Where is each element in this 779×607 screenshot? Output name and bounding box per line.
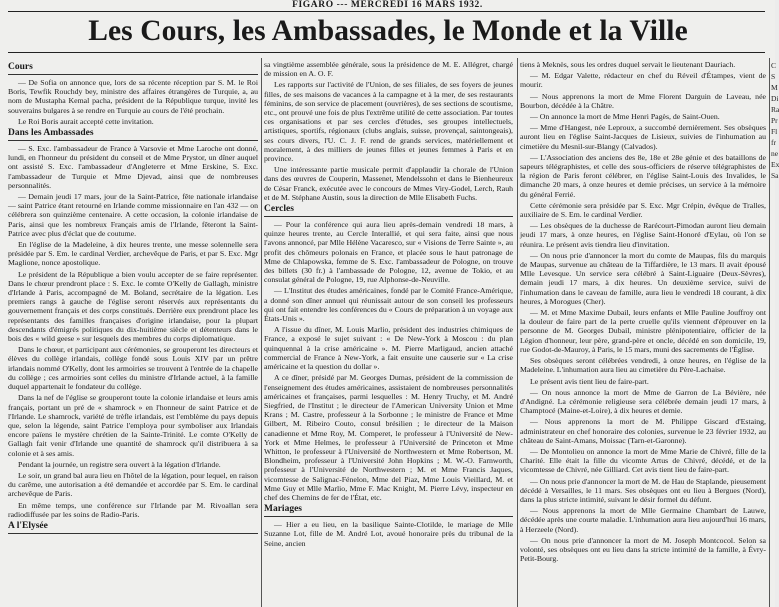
- edge-fragment: C: [771, 61, 777, 70]
- column-divider: [261, 58, 262, 607]
- column-1: [8, 60, 258, 607]
- paragraph: Les rapports sur l'activité de l'Union, de ses filiales, de ses foyers de jeunes filles, de ses maisons de vacances à la campagne et à la mer, de ses restaurants féminins, de son service de placement (ouvrières), de ses sections de scoutisme, etc., ont prouvé une fois de plus l'extrême utilité de cette association. Par toutes ces organisations et par ses cercles d'études, ses groupes intellectuels, artistiques, sportifs, régionaux (clubs anglais, suisse, provençal, saintongeais), ses cours divers, l'U. C. J. F. rend de grands services, matériellement et moralement, à des milliers de jeunes filles et jeunes femmes à Paris et en province.: [264, 80, 513, 164]
- edge-fragment: Ra: [771, 105, 779, 114]
- paragraph: — Nous apprenons la mort de Mme Florent Darguin de Laveau, née Bourbon, décédée à la Châtre.: [520, 91, 766, 110]
- paragraph: Le président de la République a bien voulu accepter de se faire représenter. Dans le chœur prendront place : S. Exc. le comte O'Kelly de Gallagh, ministre d'Irlande à Paris, accompagné de M. Boland, secrétaire de la légation. Les premiers rangs à gauche de l'église seront réservés aux représentants du gouvernement français et des corps constitués. Derrière eux prendront place les représentants des familles françaises d'origine irlandaise, pour la plupart descendants d'émigrés politiques du dix-huitième siècle et détenteurs dans le bois des « wild geese » sur lesquels des membres du corps diplomatique.: [8, 269, 258, 344]
- edge-fragment: Ex: [771, 160, 779, 169]
- paragraph: — Hier a eu lieu, en la basilique Sainte-Clotilde, le mariage de Mlle Suzanne Lot, fille de M. André Lot, avoué honoraire près du tribunal de la Seine, ancien: [264, 520, 513, 548]
- edge-fragment: M: [771, 83, 778, 92]
- edge-fragment: Fl: [771, 127, 778, 136]
- column-3: [520, 60, 766, 607]
- paragraph: tiens à Meknès, sous les ordres duquel servait le lieutenant Dauriach.: [520, 60, 736, 69]
- column-divider: [769, 58, 770, 607]
- edge-fragment: Sa: [771, 171, 779, 180]
- paragraph: Ses obsèques seront célébrées vendredi, à onze heures, en l'église de la Madeleine. L'inhumation aura lieu au cimetière du Père-Lachaise.: [520, 356, 766, 375]
- paragraph: — Les obsèques de la duchesse de Rarécourt-Pimodan auront lieu demain jeudi 17 mars, à onze heures, en l'église Saint-Honoré d'Eylau, où l'on se réunira. Le présent avis tiendra lieu d'invitation.: [520, 221, 766, 249]
- section-title-cours: Cours: [8, 62, 258, 75]
- paragraph: A ce dîner, présidé par M. Georges Dumas, président de la commission de l'enseignement des études américaines, assistaient de nombreuses personnalités américaines et françaises, parmi lesquelles : M. Henry Truchy, et M. André Siegfried, de l'Institut ; le directeur de l'American University Union et Mme Krans ; M. Castre, professeur à la Sorbonne ; le ministre de France et Mme Gilbert, M. Ribeiro Couto, consul brésilien ; le directeur de la Maison canadienne et Mme Roy, M. Comperet, le professeur à l'Université de New-York et Mme Helmes, le professeur à l'Université de Princeton et Mme Whitton, le professeur à l'Université de Northwestern et Mme Robertson, M. Blondheim, professeur à l'Université John Hopkins ; M. W.-O. Farnworth, professeur à l'Université de Northwestern ; M. et Mme Francis Jaques, vicomtesse de Salignac-Fénelon, Mme del Piaz, Mme Louis Vieillard, M. et Mme Guy et Mlle Marlio, Mme F. Mac Knight, M. Pierre Lévy, inspecteur en chef des Chemins de fer de l'État, etc.: [264, 373, 513, 502]
- paragraph: — De Montolieu on annonce la mort de Mme Marie de Chivré, fille de la Charité. Elle était la fille du vicomte Artus de Chivré, décédé, et de la vicomtesse de Chivré, née Gilliard. Cet avis tient lieu de faire-part.: [520, 446, 766, 475]
- paragraph: — S. Exc. l'ambassadeur de France à Varsovie et Mme Laroche ont donné, lundi, en l'honneur du président du conseil et de Mme Prystor, un dîner auquel ont assisté S. Exc. l'ambassadeur d'Angleterre et Mme Erskine, S. Exc. l'ambassadeur de Turquie et Mme Djevad, ainsi que de nombreuses personnalités.: [8, 144, 258, 190]
- paragraph: — On nous annonce la mort de Mme de Garron de La Bévière, née d'Andigné. La cérémonie religieuse sera célébrée demain jeudi 17 mars, à Champtocé (Maine-et-Loire), à dix heures et demie.: [520, 387, 766, 416]
- paragraph: Une intéressante partie musicale permit d'applaudir la chorale de l'Union dans des œuvres de Couperin, Massenet, Mendelssohn et dans le Bienheureux de César Franck, exécutée avec le concours de Mmes Viry-Godel, Lerch, Rauh et de M. Stéphane Austin, sous la direction de Mlle Elisabeth Fuchs.: [264, 165, 513, 202]
- paragraph: — Mme d'Hangest, née Leproux, a succombé dernièrement. Ses obsèques auront lieu en l'église Saint-Jacques de Lisieux, suivies de l'inhumation au cimetière du Mesnil-sur-Blangy (Calvados).: [520, 123, 766, 151]
- paragraph: — Nous apprenons la mort de M. Philippe Giscard d'Estaing, administrateur en chef honoraire des colonies, survenue le 23 février 1932, au château de Saint-Amans, Moissac (Tarn-et-Garonne).: [520, 417, 766, 445]
- paragraph: — On annonce la mort de Mme Henri Pagès, de Saint-Ouen.: [530, 112, 720, 122]
- paragraph: — L'Association des anciens des 8e, 18e et 28e génie et des bataillons de sapeurs télégraphistes, et celle des sous-officiers de réserve télégraphistes de la région de Paris feront célébrer, en l'église Saint-Louis des Invalides, le dimanche 20 mars, à onze heures et demie précises, un service à la mémoire du général Ferrié.: [520, 152, 766, 199]
- headline-rule: [8, 52, 765, 53]
- paragraph: Le présent avis tient lieu de faire-part.: [530, 376, 649, 386]
- paragraph: — Demain jeudi 17 mars, jour de la Saint-Patrice, fête nationale irlandaise — saint Patrice étant retourné en Irlande comme missionnaire en l'an 432 — on célébrera son quinzième centenaire. A cette occasion, la colonie irlandaise de Paris, ainsi que les nombreux Français amis de l'Irlande, fêteront la Saint-Patrice avec plus d'éclat que de coutume.: [8, 192, 258, 238]
- headline: Les Cours, les Ambassades, le Monde et la Ville: [88, 15, 688, 47]
- paragraph: Dans la nef de l'église se grouperont toute la colonie irlandaise et leurs amis français, portant un pré de « shamrock » en l'honneur de saint Patrice et de l'Irlande. Le shamrock, variété de trèfle irlandais, est l'emblème du pays depuis que, selon la légende, saint Patrice l'employa pour symboliser aux Irlandais encore païens le mystère chrétien de la Sainte-Trinité. Le comte O'Kelly de Gallagh fait venir d'Irlande une quantité de shamrock qu'il distribuera à sa colonie et à ses amis.: [8, 393, 258, 458]
- paragraph: Le soir, un grand bal aura lieu en l'hôtel de la légation, pour lequel, en raison du carême, une autorisation a été demandée et accordée par S. Em. le cardinal archevêque de Paris.: [8, 470, 258, 499]
- paragraph: En même temps, une conférence sur l'Irlande par M. Rivoallan sera radiodiffusée par les soins de Radio-Paris.: [8, 500, 258, 519]
- section-title-mariages: Mariages: [264, 504, 513, 517]
- paragraph: — On nous prie d'annoncer la mort du comte de Maupas, fils du marquis de Maupas, survenue au château de la Tiffardière, le 13 mars. Il avait épousé Mlle Levesque. Un service sera célébré à Saint-Liguaire (Deux-Sèvres), demain jeudi 17 mars, à dix heures. Un deuxième service, suivi de l'inhumation dans le caveau de famille, aura lieu le vendredi 18 courant, à dix heures, à Morogues (Cher).: [520, 250, 766, 306]
- section-title-cercles: Cercles: [264, 204, 513, 217]
- next-column-edge: [771, 60, 777, 181]
- paragraph: — De Sofia on annonce que, lors de sa récente réception par S. M. le Roi Boris, Tewfik Rouchdy bey, ministre des affaires étrangères de Turquie, a, au nom de Mustapha Kemal pacha, président de la République turque, invité les souverains bulgares à se rendre en Turquie au cours de l'été prochain.: [8, 78, 258, 115]
- edge-fragment: fr: [771, 138, 776, 147]
- paragraph: En l'église de la Madeleine, à dix heures trente, une messe solennelle sera présidée par S. Em. le cardinal Verdier, archevêque de Paris, et par S. Exc. Mgr Maglione, nonce apostolique.: [8, 240, 258, 268]
- paragraph: Dans le chœur, et participant aux cérémonies, se grouperont les directeurs et élèves du collège irlandais, collège fondé sous Louis XIV par un prêtre irlandais nommé O'Kelly, dont les armoiries se trouvent à l'entrée de la chapelle du collège ; ces armoiries sont celles du ministre d'Irlande actuel, à la famille duquel appartenait le fondateur du collège.: [8, 345, 258, 392]
- section-title-elysee: A l'Elysée: [8, 521, 258, 534]
- paragraph: — M. Edgar Valette, rédacteur en chef du Réveil d'Étampes, vient de mourir.: [520, 71, 766, 90]
- paragraph: — L'Institut des études américaines, fondé par le Comité France-Amérique, a donné son dîner annuel qui réunissait autour de son conseil les professeurs qui ont fait entendre les conférences du « Cours de préparation à un voyage aux États-Unis ».: [264, 286, 513, 324]
- edge-fragment: Pr: [771, 116, 778, 125]
- paragraph: — M. et Mme Maxime Dubail, leurs enfants et Mlle Pauline Jouffroy ont la douleur de faire part de la perte cruelle qu'ils viennent d'éprouver en la personne de M. Georges Dubail, ministre plénipotentiaire, officier de la Légion d'honneur, leur père, grand-père et oncle, décédé en son domicile, 19, rue Godot-de-Mauroy, à Paris, le 15 mars, muni des sacrements de l'Église.: [520, 308, 766, 354]
- paragraph: — On nous prie d'annoncer la mort de M. Joseph Montcocol. Selon sa volonté, ses obsèques ont eu lieu dans la stricte intimité de la famille, à Évry-Petit-Bourg.: [520, 535, 766, 564]
- column-2: [264, 60, 513, 607]
- top-rule: [8, 11, 765, 12]
- paragraph: Cette cérémonie sera présidée par S. Exc. Mgr Crépin, évêque de Tralles, auxiliaire de S. Em. le cardinal Verdier.: [520, 200, 766, 220]
- paragraph: — Nous apprenons la mort de Mlle Germaine Chambart de Lauwe, décédée après une courte maladie. L'inhumation aura lieu aujourd'hui 16 mars, à Herzeele (Nord).: [520, 506, 766, 534]
- column-divider: [517, 58, 518, 607]
- paragraph: sa vingtième assemblée générale, sous la présidence de M. E. Allégret, chargé de mission en A. O. F.: [264, 60, 513, 79]
- edge-fragment: S: [771, 72, 776, 81]
- paragraph: — Pour la conférence qui aura lieu après-demain vendredi 18 mars, à quinze heures trente, au Cercle Interallié, et qui sera faite, ainsi que nous l'avons annoncé, par Mlle Hélène Vacaresco, sur « Visions de Terre Sainte », au profit des chômeurs polonais en France, et placée sous le haut patronage de Mme de Chlapowska, femme de S. Exc. l'ambassadeur de Pologne, on trouve des billets (30 fr.) à l'ambassade de Pologne, 12, avenue de Tokio, et au consulat général de Pologne, 19, rue Alphonse-de-Neuville.: [264, 220, 513, 285]
- paragraph: Le Roi Boris aurait accepté cette invitation.: [18, 116, 154, 126]
- paragraph: Pendant la journée, un registre sera ouvert à la légation d'Irlande.: [18, 459, 221, 469]
- paragraph: A l'issue du dîner, M. Louis Marlio, président des industries chimiques de France, a exposé le sujet suivant : « De New-York à Moscou : du plan quinquennal à la crise américaine ». M. Pierre Marligaud, ancien attaché commercial de France à New-York, a fait ensuite une causerie sur « La crise américaine et la question du dollar ».: [264, 325, 513, 372]
- edge-fragment: ne: [771, 149, 779, 158]
- edge-fragment: Di: [771, 94, 779, 103]
- section-title-ambassades: Dans les Ambassades: [8, 128, 258, 141]
- masthead: FIGARO --- MERCREDI 16 MARS 1932.: [292, 0, 483, 10]
- paragraph: — On nous prie d'annoncer la mort de M. de Hau de Staplande, pieusement décédé à Versailles, le 11 mars. Ses obsèques ont eu lieu à Bergues (Nord), dans la plus stricte intimité, suivant le désir formel du défunt.: [520, 476, 766, 504]
